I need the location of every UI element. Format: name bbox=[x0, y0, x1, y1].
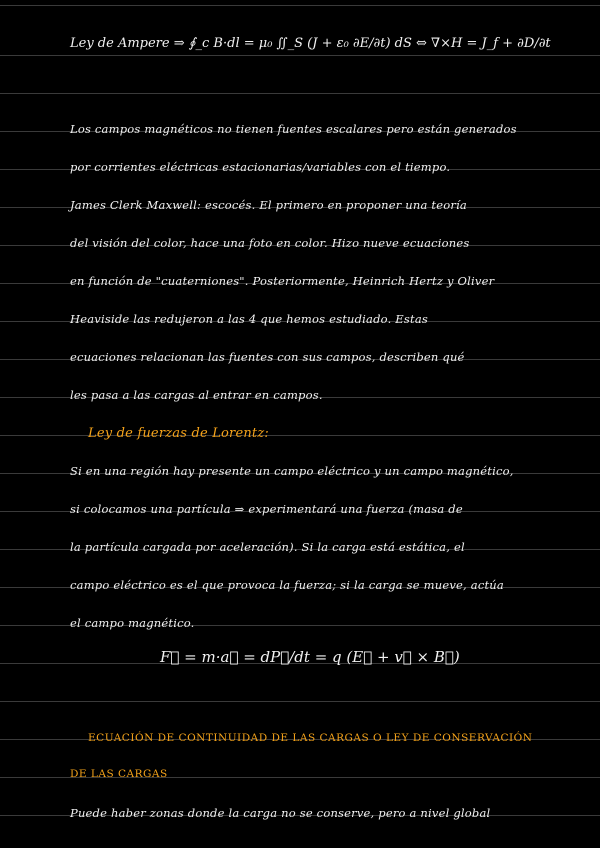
paragraph-line: en función de "cuaterniones". Posteriormente, Heinrich Hertz y Oliver bbox=[70, 274, 495, 288]
lorentz-line: Si en una región hay presente un campo eléctrico y un campo magnético, bbox=[70, 464, 514, 478]
paragraph-line: James Clerk Maxwell: escocés. El primero en proponer una teoría bbox=[70, 198, 467, 212]
lorentz-line: campo eléctrico es el que provoca la fuerza; si la carga se mueve, actúa bbox=[70, 578, 504, 592]
lorentz-line: el campo magnético. bbox=[70, 616, 195, 630]
paragraph-line: Heaviside las redujeron a las 4 que hemos estudiado. Estas bbox=[70, 312, 428, 326]
continuity-heading: DE LAS CARGAS bbox=[70, 768, 168, 780]
continuity-line: Puede haber zonas donde la carga no se conserve, pero a nivel global bbox=[70, 806, 491, 820]
lorentz-force-formula: F⃗ = m·a⃗ = dP⃗/dt = q (E⃗ + v⃗ × B⃗) bbox=[160, 648, 460, 666]
paragraph-line: les pasa a las cargas al entrar en campos. bbox=[70, 388, 323, 402]
lorentz-line: la partícula cargada por aceleración). Si la carga está estática, el bbox=[70, 540, 465, 554]
paragraph-line: ecuaciones relacionan las fuentes con sus campos, describen qué bbox=[70, 350, 465, 364]
lorentz-heading: Ley de fuerzas de Lorentz: bbox=[88, 426, 269, 441]
paragraph-line: del visión del color, hace una foto en color. Hizo nueve ecuaciones bbox=[70, 236, 470, 250]
paragraph-line: por corrientes eléctricas estacionarias/variables con el tiempo. bbox=[70, 160, 451, 174]
ampere-law-formula: Ley de Ampere ⇒ ∮_c B·dl = μ₀ ∬_S (J + ε₀ ∂E/∂t) dS ⇔ ∇×H = J_f + ∂D/∂t bbox=[70, 36, 551, 51]
continuity-heading: ECUACIÓN DE CONTINUIDAD DE LAS CARGAS O LEY DE CONSERVACIÓN bbox=[88, 732, 533, 744]
lorentz-line: si colocamos una partícula ⇒ experimentará una fuerza (masa de bbox=[70, 502, 463, 516]
paragraph-line: Los campos magnéticos no tienen fuentes escalares pero están generados bbox=[70, 122, 517, 136]
